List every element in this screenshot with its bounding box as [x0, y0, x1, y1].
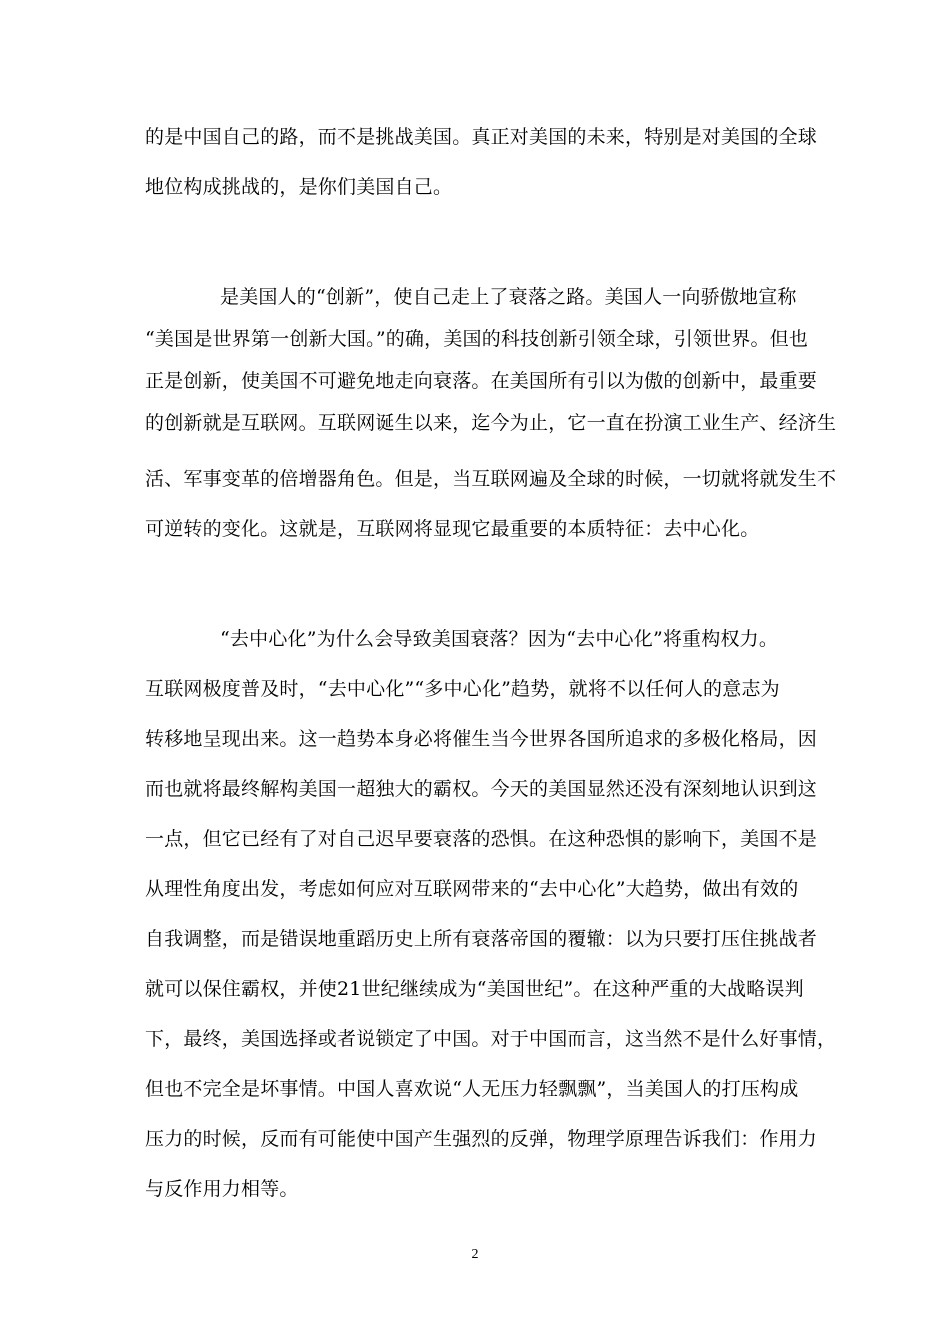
text-line: 自我调整，而是错误地重蹈历史上所有衰落帝国的覆辙：以为只要打压住挑战者: [145, 928, 818, 950]
text-line: 正是创新，使美国不可避免地走向衰落。在美国所有引以为傲的创新中，最重要: [145, 370, 818, 392]
text-line: 从理性角度出发，考虑如何应对互联网带来的“去中心化”大趋势，做出有效的: [145, 878, 799, 900]
text-line: 的是中国自己的路，而不是挑战美国。真正对美国的未来，特别是对美国的全球: [145, 126, 818, 148]
text-line: 就可以保住霸权，并使21世纪继续成为“美国世纪”。在这种严重的大战略误判: [145, 978, 804, 1000]
text-line: 而也就将最终解构美国一超独大的霸权。今天的美国显然还没有深刻地认识到这: [145, 778, 818, 800]
page-number: 2: [471, 1247, 479, 1262]
text-line: “去中心化”为什么会导致美国衰落？因为“去中心化”将重构权力。: [220, 628, 779, 650]
text-line: 但也不完全是坏事情。中国人喜欢说“人无压力轻飘飘”，当美国人的打压构成: [145, 1078, 799, 1100]
text-line: 地位构成挑战的，是你们美国自己。: [145, 176, 453, 198]
text-line: 可逆转的变化。这就是，互联网将显现它最重要的本质特征：去中心化。: [145, 518, 760, 540]
text-line: 互联网极度普及时，“去中心化”“多中心化”趋势，就将不以任何人的意志为: [145, 678, 780, 700]
text-line: 下，最终，美国选择或者说锁定了中国。对于中国而言，这当然不是什么好事情，: [145, 1028, 837, 1050]
text-line: “美国是世界第一创新大国。”的确，美国的科技创新引领全球，引领世界。但也: [145, 328, 809, 350]
text-line: 与反作用力相等。: [145, 1178, 299, 1200]
text-line: 活、军事变革的倍增器角色。但是，当互联网遍及全球的时候，一切就将就发生不: [145, 468, 837, 490]
text-line: 一点，但它已经有了对自己迟早要衰落的恐惧。在这种恐惧的影响下，美国不是: [145, 828, 818, 850]
text-line: 压力的时候，反而有可能使中国产生强烈的反弹，物理学原理告诉我们：作用力: [145, 1128, 818, 1150]
text-line: 的创新就是互联网。互联网诞生以来，迄今为止，它一直在扮演工业生产、经济生: [145, 412, 837, 434]
text-line: 是美国人的“创新”，使自己走上了衰落之路。美国人一向骄傲地宣称: [220, 286, 797, 308]
text-line: 转移地呈现出来。这一趋势本身必将催生当今世界各国所追求的多极化格局，因: [145, 728, 818, 750]
